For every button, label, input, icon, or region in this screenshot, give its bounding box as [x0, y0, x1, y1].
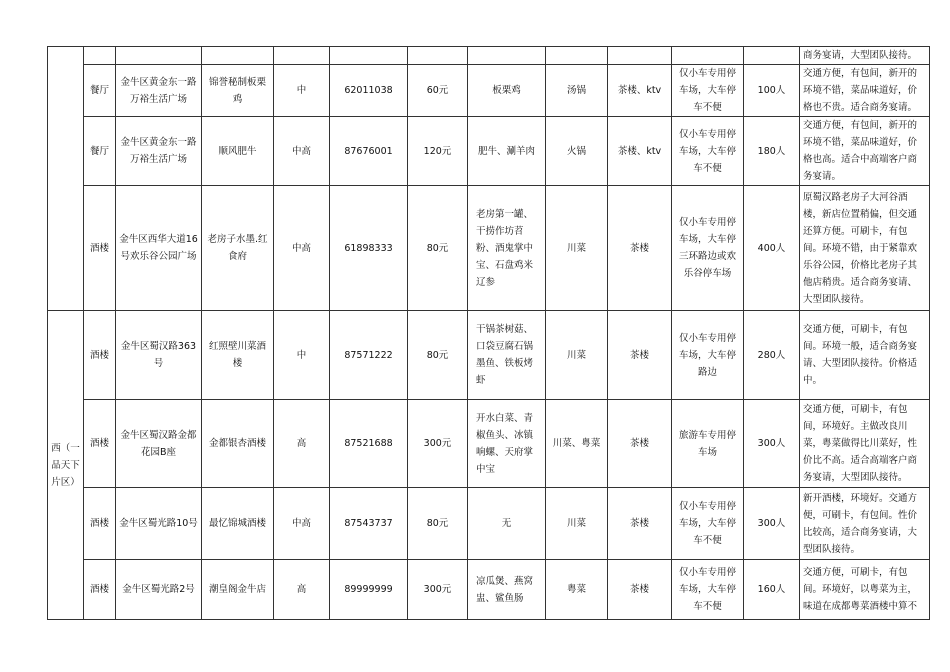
price-cell: 80元: [408, 186, 468, 311]
remarks-cell: 交通方便，可刷卡，有包间，环境好。主做改良川菜，粤菜做得比川菜好，性价比不高。适合高端客户商务宴请，大型团队接待。: [800, 400, 930, 488]
parking-cell: 仅小车专用停车场，大车停车不便: [672, 117, 744, 186]
address-cell: [116, 47, 202, 65]
parking-cell: 旅游车专用停车场: [672, 400, 744, 488]
grade-cell: 中高: [274, 117, 330, 186]
type-cell: 酒楼: [84, 186, 116, 311]
name-cell: 顺风肥牛: [202, 117, 274, 186]
capacity-cell: 180人: [744, 117, 800, 186]
capacity-cell: 280人: [744, 311, 800, 400]
price-cell: 300元: [408, 560, 468, 620]
phone-cell: 87521688: [330, 400, 408, 488]
type-cell: 酒楼: [84, 560, 116, 620]
type-cell: 酒楼: [84, 311, 116, 400]
price-cell: 300元: [408, 400, 468, 488]
capacity-cell: 300人: [744, 488, 800, 560]
type-cell: 酒楼: [84, 400, 116, 488]
dishes-cell: 开水白菜、青椒鱼头、冰镇响螺、天府掌中宝: [468, 400, 546, 488]
phone-cell: 89999999: [330, 560, 408, 620]
grade-cell: 中: [274, 311, 330, 400]
table-row: [48, 400, 930, 488]
service-cell: 茶楼: [608, 488, 672, 560]
name-cell: 红照壁川菜酒楼: [202, 311, 274, 400]
grade-cell: 中: [274, 65, 330, 117]
service-cell: 茶楼、ktv: [608, 65, 672, 117]
parking-cell: [672, 47, 744, 65]
service-cell: 茶楼: [608, 560, 672, 620]
dishes-cell: 凉瓜煲、燕窝盅、鲨鱼肠: [468, 560, 546, 620]
dishes-cell: 肥牛、涮羊肉: [468, 117, 546, 186]
type-cell: 酒楼: [84, 488, 116, 560]
price-cell: 80元: [408, 311, 468, 400]
phone-cell: 61898333: [330, 186, 408, 311]
capacity-cell: 100人: [744, 65, 800, 117]
table-row: [48, 488, 930, 560]
table-row: [48, 65, 930, 117]
remarks-cell: 交通方便，有包间，新开的环境不错，菜品味道好，价格也不贵。适合商务宴请。: [800, 65, 930, 117]
address-cell: 金牛区黄金东一路万裕生活广场: [116, 65, 202, 117]
table-row: [48, 311, 930, 400]
dishes-cell: 无: [468, 488, 546, 560]
service-cell: 茶楼、ktv: [608, 117, 672, 186]
name-cell: 锦誉秘制板栗鸡: [202, 65, 274, 117]
type-cell: [84, 47, 116, 65]
cuisine-cell: 汤锅: [546, 65, 608, 117]
price-cell: 80元: [408, 488, 468, 560]
cuisine-cell: 川菜: [546, 488, 608, 560]
parking-cell: 仅小车专用停车场，大车停车不便: [672, 65, 744, 117]
phone-cell: 87543737: [330, 488, 408, 560]
parking-cell: 仅小车专用停车场，大车停路边: [672, 311, 744, 400]
table-row: [48, 47, 930, 65]
cuisine-cell: 粤菜: [546, 560, 608, 620]
name-cell: 老房子水墨.红食府: [202, 186, 274, 311]
service-cell: 茶楼: [608, 186, 672, 311]
cuisine-cell: 川菜: [546, 311, 608, 400]
price-cell: 120元: [408, 117, 468, 186]
parking-cell: 仅小车专用停车场，大车停三环路边或欢乐谷停车场: [672, 186, 744, 311]
grade-cell: 高: [274, 560, 330, 620]
name-cell: 潮皇阁金牛店: [202, 560, 274, 620]
restaurant-table: [47, 46, 930, 620]
type-cell: 餐厅: [84, 65, 116, 117]
table-row: [48, 117, 930, 186]
name-cell: 最忆锦城酒楼: [202, 488, 274, 560]
address-cell: 金牛区西华大道16号欢乐谷公园广场: [116, 186, 202, 311]
dishes-cell: 老房第一罐、干捞作坊苕粉、酒鬼掌中宝、石盘鸡米辽参: [468, 186, 546, 311]
address-cell: 金牛区蜀光路2号: [116, 560, 202, 620]
service-cell: [608, 47, 672, 65]
remarks-cell: 原蜀汉路老房子大河谷酒楼，新店位置稍偏，但交通还算方便。可刷卡，有包间。环境不错，由于紧靠欢乐谷公园，价格比老房子其他店稍贵。适合商务宴请、大型团队接待。: [800, 186, 930, 311]
remarks-cell: 交通方便，有包间，新开的环境不错，菜品味道好，价格也高。适合中高端客户商务宴请。: [800, 117, 930, 186]
cuisine-cell: 火锅: [546, 117, 608, 186]
phone-cell: [330, 47, 408, 65]
cuisine-cell: [546, 47, 608, 65]
remarks-cell: 交通方便，可刷卡，有包间。环境好，以粤菜为主，味道在成都粤菜酒楼中算不: [800, 560, 930, 620]
grade-cell: 高: [274, 400, 330, 488]
address-cell: 金牛区蜀光路10号: [116, 488, 202, 560]
type-cell: 餐厅: [84, 117, 116, 186]
capacity-cell: 160人: [744, 560, 800, 620]
service-cell: 茶楼: [608, 400, 672, 488]
remarks-cell: 新开酒楼，环境好。交通方便，可刷卡，有包间。性价比较高，适合商务宴请，大型团队接待。: [800, 488, 930, 560]
cuisine-cell: 川菜: [546, 186, 608, 311]
cuisine-cell: 川菜、粤菜: [546, 400, 608, 488]
table-row: [48, 186, 930, 311]
parking-cell: 仅小车专用停车场，大车停车不便: [672, 488, 744, 560]
parking-cell: 仅小车专用停车场，大车停车不便: [672, 560, 744, 620]
address-cell: 金牛区黄金东一路万裕生活广场: [116, 117, 202, 186]
address-cell: 金牛区蜀汉路363号: [116, 311, 202, 400]
table-row: [48, 560, 930, 620]
region-cell: [48, 47, 84, 311]
remarks-cell: 交通方便，可刷卡，有包间。环境一般，适合商务宴请、大型团队接待。价格适中。: [800, 311, 930, 400]
grade-cell: [274, 47, 330, 65]
price-cell: 60元: [408, 65, 468, 117]
phone-cell: 87676001: [330, 117, 408, 186]
name-cell: 金都银杏酒楼: [202, 400, 274, 488]
name-cell: [202, 47, 274, 65]
dishes-cell: 干锅茶树菇、口袋豆腐石锅墨鱼、铁板烤虾: [468, 311, 546, 400]
capacity-cell: 400人: [744, 186, 800, 311]
table-body: [48, 47, 930, 620]
phone-cell: 87571222: [330, 311, 408, 400]
price-cell: [408, 47, 468, 65]
service-cell: 茶楼: [608, 311, 672, 400]
remarks-cell: 商务宴请，大型团队接待。: [800, 47, 930, 65]
address-cell: 金牛区蜀汉路金都花园B座: [116, 400, 202, 488]
dishes-cell: 板栗鸡: [468, 65, 546, 117]
capacity-cell: 300人: [744, 400, 800, 488]
capacity-cell: [744, 47, 800, 65]
region-cell: 西（一品天下片区）: [48, 311, 84, 620]
phone-cell: 62011038: [330, 65, 408, 117]
dishes-cell: [468, 47, 546, 65]
grade-cell: 中高: [274, 488, 330, 560]
grade-cell: 中高: [274, 186, 330, 311]
